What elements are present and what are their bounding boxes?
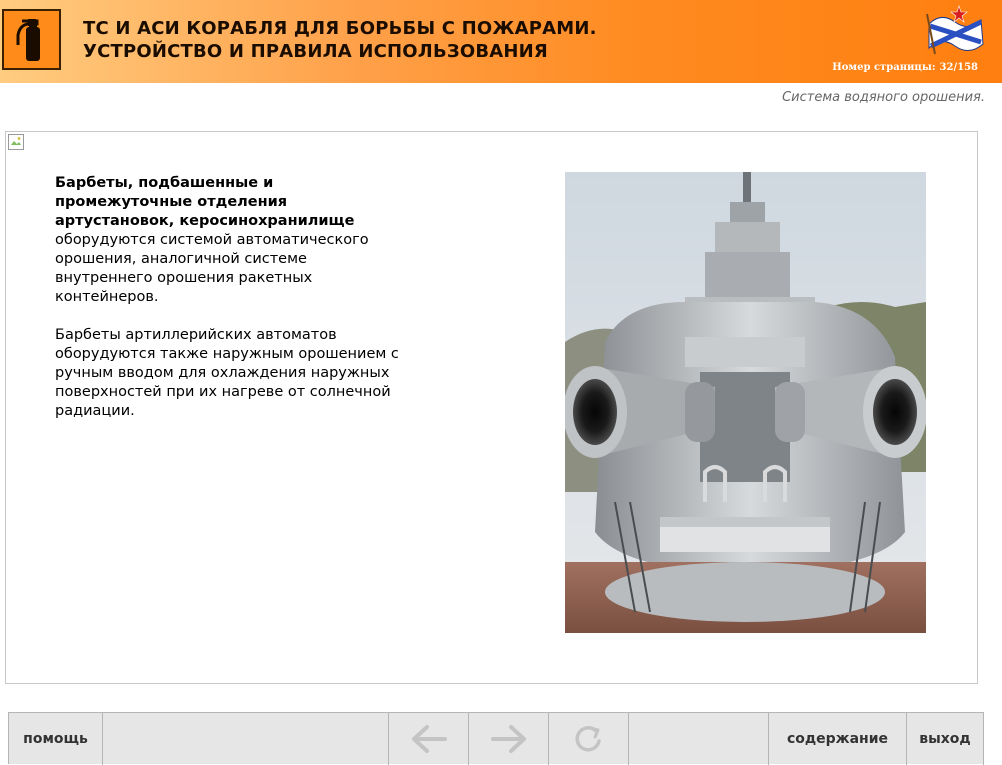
contents-button[interactable]: [769, 713, 907, 765]
reload-icon: [572, 722, 606, 756]
bottom-nav-bar: [8, 712, 984, 764]
paragraph-1-bold: Барбеты, подбашенные и промежуточные отделения артустановок, керосинохранилище: [55, 175, 355, 229]
fire-extinguisher-logo: [2, 9, 61, 70]
nav-spacer-right: [629, 713, 769, 765]
description-text: [55, 174, 405, 440]
help-button-label: помощь: [23, 731, 88, 747]
arrow-right-icon: [487, 722, 531, 756]
reload-button[interactable]: [549, 713, 629, 765]
nav-spacer-left: [103, 713, 389, 765]
paragraph-1: [55, 174, 405, 307]
exit-button-label: выход: [919, 731, 971, 747]
back-button[interactable]: [389, 713, 469, 765]
title-line-2: УСТРОЙСТВО И ПРАВИЛА ИСПОЛЬЗОВАНИЯ: [83, 41, 548, 62]
navy-flag-emblem: [921, 4, 987, 56]
page-title: [83, 17, 597, 63]
paragraph-1-rest: оборудуются системой автоматического орошения, аналогичной системе внутреннего орошения ракетных контейнеров.: [55, 232, 369, 305]
forward-button[interactable]: [469, 713, 549, 765]
page-number-value: 32/158: [939, 62, 978, 73]
contents-button-label: содержание: [786, 731, 889, 747]
page-number-label: Номер страницы:: [832, 62, 936, 73]
header-bar: [0, 0, 1002, 83]
arrow-left-icon: [407, 722, 451, 756]
section-title: Система водяного орошения.: [782, 90, 985, 105]
help-button[interactable]: [9, 713, 103, 765]
exit-button[interactable]: [907, 713, 984, 765]
fire-extinguisher-icon: [4, 11, 59, 68]
title-line-1: ТС И АСИ КОРАБЛЯ ДЛЯ БОРЬБЫ С ПОЖАРАМИ.: [83, 18, 597, 39]
paragraph-2: Барбеты артиллерийских автоматов оборудуются также наружным орошением с ручным вводом для охлаждения наружных поверхностей при их нагреве от солнечной радиации.: [55, 327, 399, 419]
page-number: [828, 62, 978, 73]
broken-image-icon: [8, 134, 24, 150]
content-panel: [5, 131, 978, 684]
ship-gun-turret-photo: [565, 172, 926, 633]
